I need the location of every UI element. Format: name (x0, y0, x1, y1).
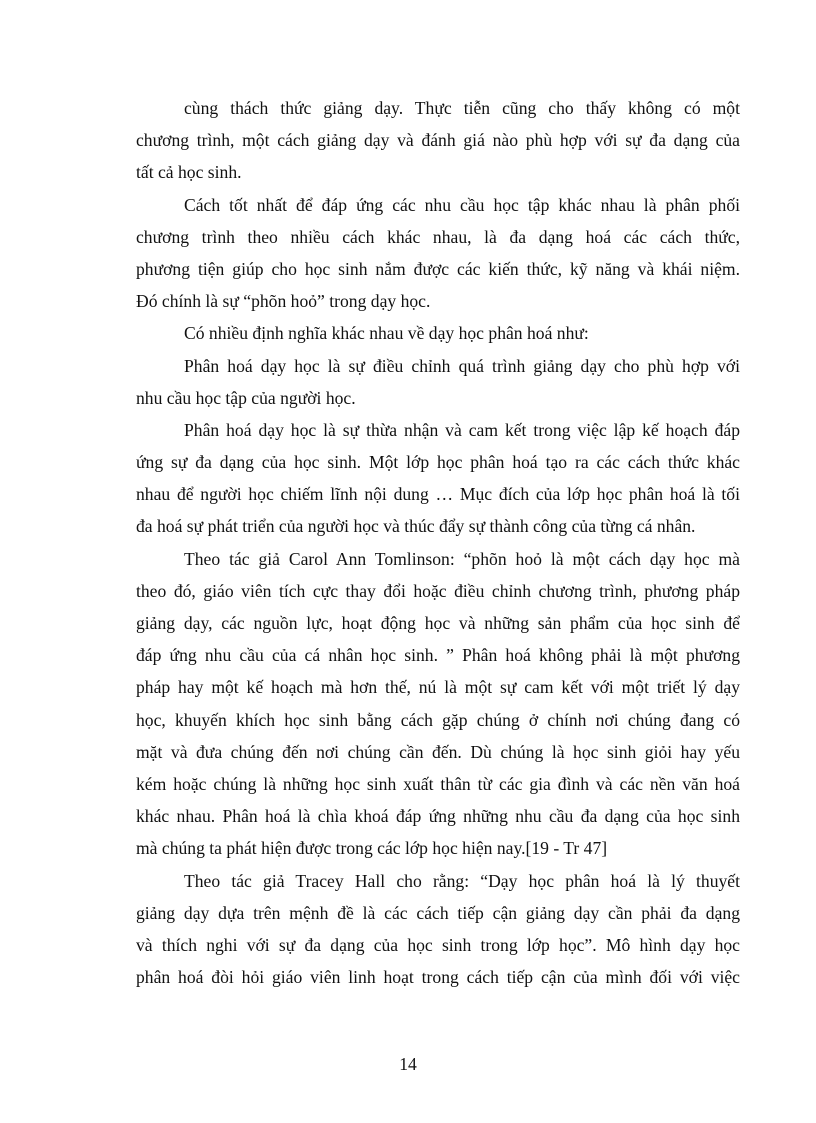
text-line: kém hoặc chúng là những học sinh xuất thân từ các gia đình và các nền văn hoá (136, 773, 740, 794)
paragraph-1 (136, 92, 740, 189)
paragraph-5 (136, 414, 740, 543)
text-line: ứng sự đa dạng của học sinh. Một lớp học phân hoá tạo ra các cách thức khác (136, 452, 740, 473)
paragraph-2 (136, 189, 740, 318)
text-line: chương trình, một cách giảng dạy và đánh giá nào phù hợp với sự đa dạng của (136, 130, 740, 151)
text-line: phương tiện giúp cho học sinh nắm được các kiến thức, kỹ năng và khái niệm. (136, 258, 740, 279)
text-line: theo đó, giáo viên tích cực thay đổi hoặc điều chỉnh chương trình, phương pháp (136, 580, 740, 601)
text-line: chương trình theo nhiều cách khác nhau, là đa dạng hoá các cách thức, (136, 226, 740, 247)
paragraph-6 (136, 543, 740, 865)
text-line: Phân hoá dạy học là sự điều chỉnh quá trình giảng dạy cho phù hợp với (184, 355, 740, 376)
text-line: phân hoá đòi hỏi giáo viên linh hoạt trong cách tiếp cận của mình đối với việc (136, 967, 740, 988)
text-line: Đó chính là sự “phõn hoỏ” trong dạy học. (136, 291, 431, 312)
paragraph-3 (136, 317, 740, 349)
text-line: đa hoá sự phát triển của người học và thúc đẩy sự thành công của từng cá nhân. (136, 516, 696, 537)
paragraph-4 (136, 350, 740, 414)
text-line: Theo tác giả Carol Ann Tomlinson: “phõn hoỏ là một cách dạy học mà (184, 548, 740, 569)
text-line: cùng thách thức giảng dạy. Thực tiễn cũng cho thấy không có một (184, 98, 740, 118)
text-line: Phân hoá dạy học là sự thừa nhận và cam kết trong việc lập kế hoạch đáp (184, 419, 740, 440)
text-line: nhau để người học chiếm lĩnh nội dung … Mục đích của lớp học phân hoá là tối (136, 484, 740, 505)
text-line: học, khuyến khích học sinh bằng cách gặp chúng ở chính nơi chúng đang có (136, 709, 740, 730)
text-line: mặt và đưa chúng đến nơi chúng cần đến. Dù chúng là học sinh giỏi hay yếu (136, 741, 740, 762)
text-line: đáp ứng nhu cầu của cá nhân học sinh. ” Phân hoá không phải là một phương (136, 645, 740, 666)
text-line: Theo tác giả Tracey Hall cho rằng: “Dạy học phân hoá là lý thuyết (184, 870, 740, 891)
text-line: giảng dạy dựa trên mệnh đề là các cách tiếp cận giảng dạy cần phải đa dạng (136, 902, 740, 923)
text-line: Cách tốt nhất để đáp ứng các nhu cầu học tập khác nhau là phân phối (184, 194, 740, 215)
text-line: nhu cầu học tập của người học. (136, 387, 356, 408)
document-body (136, 92, 740, 993)
paragraph-7 (136, 865, 740, 994)
text-line: và thích nghi với sự đa dạng của học sinh trong lớp học”. Mô hình dạy học (136, 934, 740, 955)
text-line: giảng dạy, các nguồn lực, hoạt động học và những sản phẩm của học sinh để (136, 613, 740, 633)
text-line: pháp hay một kế hoạch mà hơn thế, nú là một sự cam kết với một triết lý dạy (136, 677, 740, 698)
text-line: mà chúng ta phát hiện được trong các lớp học hiện nay.[19 - Tr 47] (136, 838, 608, 859)
text-line: khác nhau. Phân hoá là chìa khoá đáp ứng những nhu cầu đa dạng của học sinh (136, 806, 740, 827)
text-line: tất cả học sinh. (136, 162, 242, 183)
page-number: 14 (399, 1054, 417, 1074)
text-line: Có nhiều định nghĩa khác nhau về dạy học phân hoá như: (184, 323, 589, 344)
